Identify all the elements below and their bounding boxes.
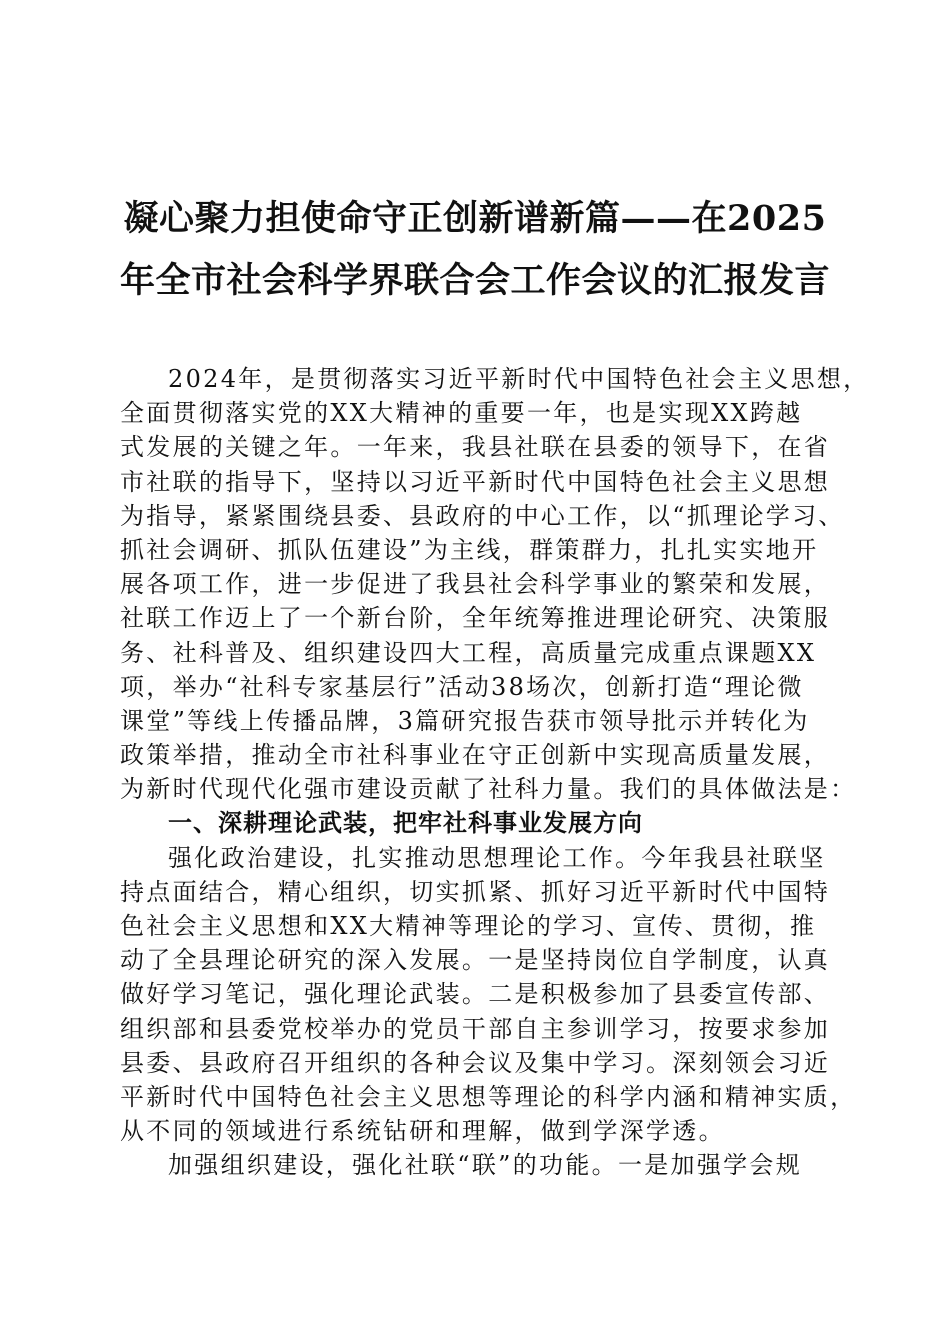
paragraph-line: 展各项工作，进一步促进了我县社会科学事业的繁荣和发展， (120, 570, 831, 599)
title-line-2: 年全市社会科学界联合会工作会议的汇报发言 (119, 260, 830, 301)
paragraph-line: 组织部和县委党校举办的党员干部自主参训学习，按要求参加 (120, 1014, 831, 1043)
intro-paragraph (120, 362, 870, 806)
title-line-1: 凝心聚力担使命守正创新谱新篇——在2025 (123, 198, 827, 239)
paragraph-line: 色社会主义思想和XX大精神等理论的学习、宣传、贯彻，推 (120, 912, 817, 940)
paragraph-line: 务、社科普及、组织建设四大工程，高质量完成重点课题XX (120, 638, 817, 667)
paragraph-line: 做好学习笔记，强化理论武装。二是积极参加了县委宣传部、 (120, 980, 831, 1009)
paragraph-line: 为新时代现代化强市建设贡献了社科力量。我们的具体做法是： (120, 775, 857, 804)
section-heading: 一、深耕理论武装，把牢社科事业发展方向 (168, 809, 643, 838)
paragraph-line: 动了全县理论研究的深入发展。一是坚持岗位自学制度，认真 (120, 946, 831, 975)
paragraph-line: 式发展的关键之年。一年来，我县社联在县委的领导下，在省 (120, 433, 831, 462)
paragraph-line: 强化政治建设，扎实推动思想理论工作。今年我县社联坚 (168, 843, 826, 872)
document-body (120, 362, 870, 1183)
document-title (100, 188, 850, 312)
paragraph-line: 政策举措，推动全市社科事业在守正创新中实现高质量发展， (120, 741, 831, 770)
paragraph-line: 平新时代中国特色社会主义思想等理论的科学内涵和精神实质， (120, 1082, 857, 1111)
paragraph-line: 项，举办“社科专家基层行”活动38场次，创新打造“理论微 (120, 672, 804, 701)
paragraph-line: 市社联的指导下，坚持以习近平新时代中国特色社会主义思想 (120, 467, 831, 496)
paragraph-line: 从不同的领域进行系统钻研和理解，做到学深学透。 (120, 1117, 725, 1146)
section-1-paragraph-1 (120, 841, 857, 1149)
paragraph-line: 全面贯彻落实党的XX大精神的重要一年，也是实现XX跨越 (120, 399, 803, 428)
paragraph-line: 2024年，是贯彻落实习近平新时代中国特色社会主义思想， (168, 365, 870, 393)
paragraph-line: 县委、县政府召开组织的各种会议及集中学习。深刻领会习近 (120, 1048, 831, 1077)
paragraph-line: 课堂”等线上传播品牌，3篇研究报告获市领导批示并转化为 (120, 706, 810, 735)
paragraph-line: 加强组织建设，强化社联“联”的功能。一是加强学会规 (168, 1151, 803, 1180)
paragraph-line: 持点面结合，精心组织，切实抓紧、抓好习近平新时代中国特 (120, 877, 831, 906)
paragraph-line: 为指导，紧紧围绕县委、县政府的中心工作，以“抓理论学习、 (120, 501, 845, 530)
section-1-paragraph-2 (120, 1148, 836, 1182)
paragraph-line: 社联工作迈上了一个新台阶，全年统筹推进理论研究、决策服 (120, 604, 831, 633)
paragraph-line: 抓社会调研、抓队伍建设”为主线，群策群力，扎扎实实地开 (120, 535, 819, 564)
